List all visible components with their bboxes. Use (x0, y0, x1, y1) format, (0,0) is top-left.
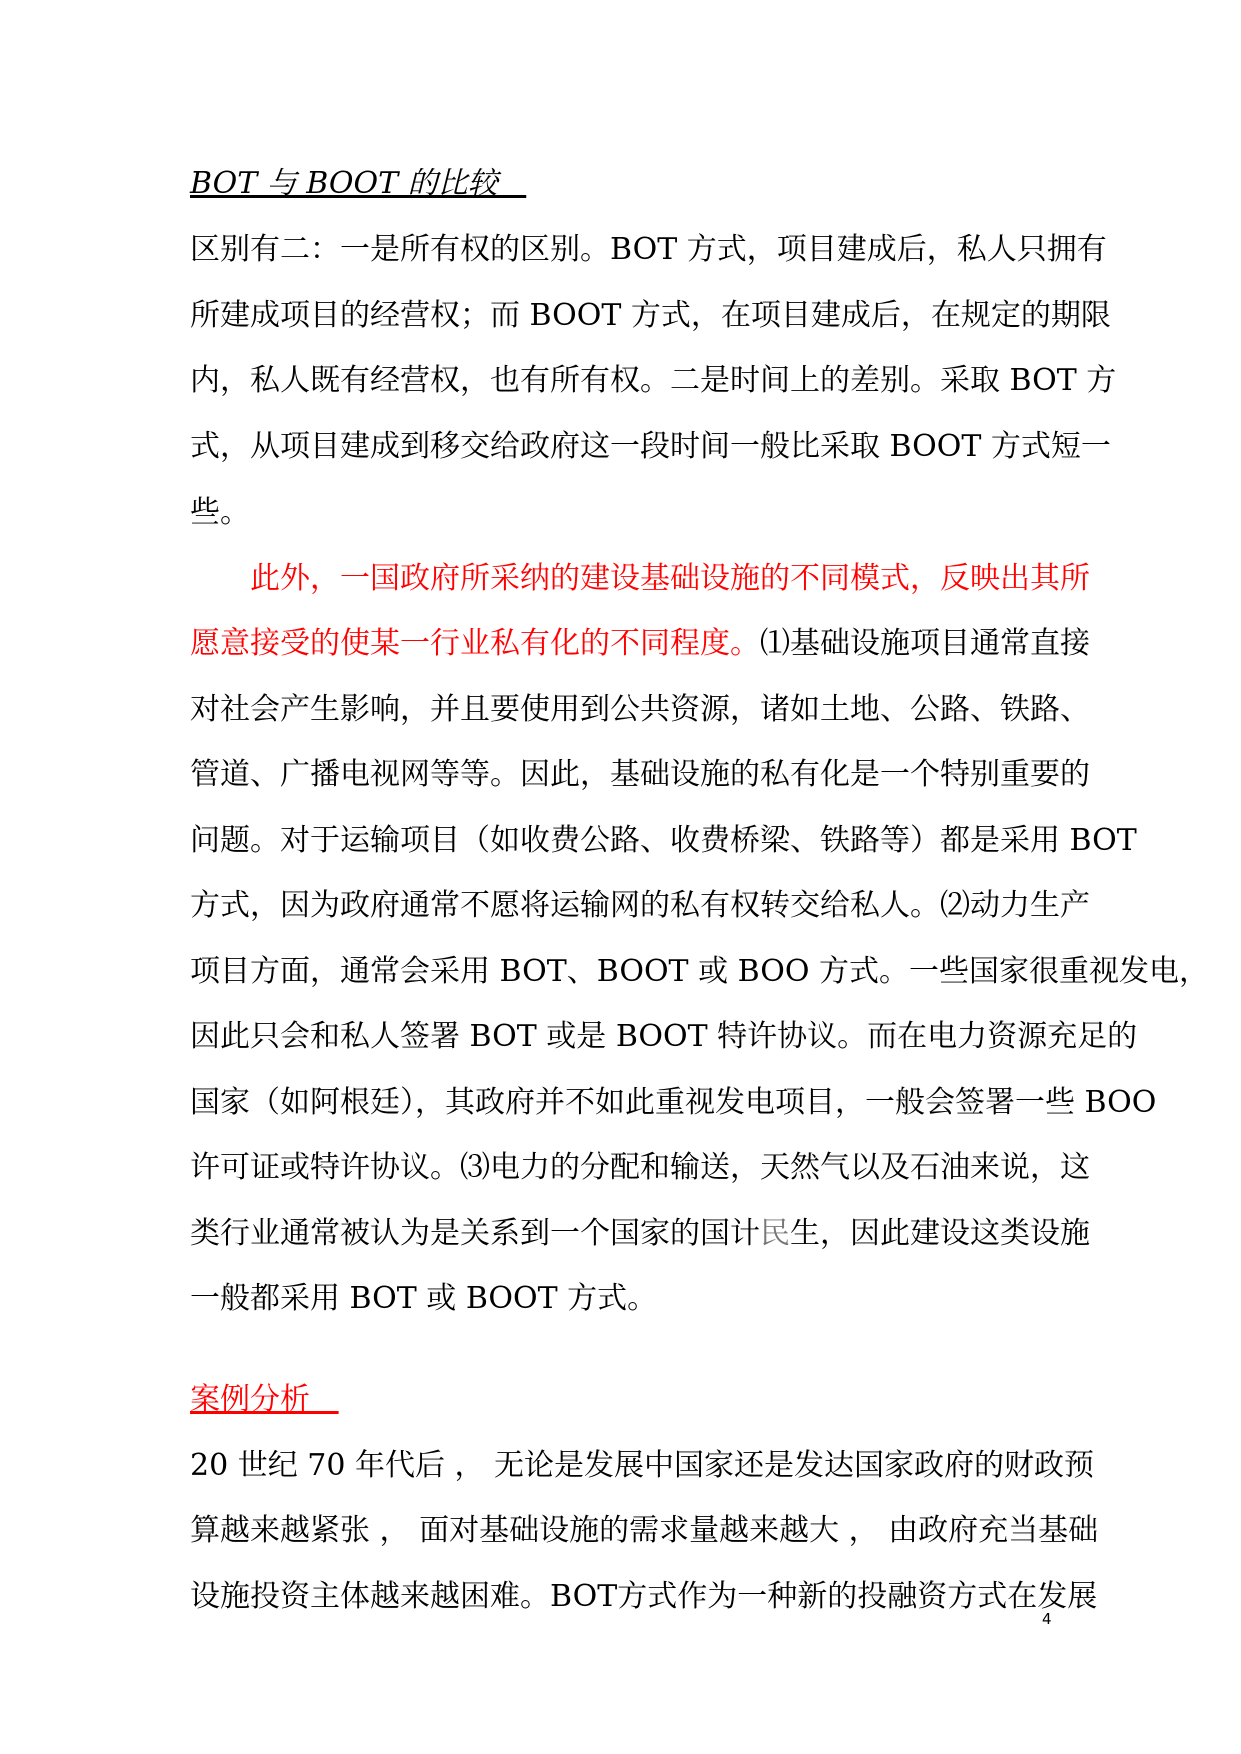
paragraph-line: 些。 (190, 495, 250, 530)
paragraph-line (190, 626, 1090, 662)
paragraph-line: 式，从项目建成到移交给政府这一段时间一般比采取 BOOT 方式短一 (190, 429, 1111, 464)
paragraph-line: 设施投资主体越来越困难。BOT方式作为一种新的投融资方式在发展 (190, 1579, 1098, 1614)
paragraph-line: 一般都采用 BOT 或 BOOT 方式。 (190, 1281, 658, 1316)
paragraph-line (190, 1216, 1090, 1252)
paragraph-line: 算越来越紧张 ， 面对基础设施的需求量越来越大 ， 由政府充当基础 (190, 1513, 1099, 1548)
highlighted-line: 此外，一国政府所采纳的建设基础设施的不同模式，反映出其所 (250, 561, 1090, 596)
paragraph-line: 项目方面，通常会采用 BOT、BOOT 或 BOO 方式。一些国家很重视发电， (190, 954, 1209, 989)
paragraph-line: 所建成项目的经营权；而 BOOT 方式，在项目建成后，在规定的期限 (190, 298, 1111, 333)
paragraph-text: 民 (760, 1216, 790, 1251)
paragraph-line: 内，私人既有经营权，也有所有权。二是时间上的差别。采取 BOT 方 (190, 363, 1117, 398)
paragraph-line: 区别有二：一是所有权的区别。BOT 方式，项目建成后，私人只拥有 (190, 232, 1107, 267)
paragraph-line: 因此只会和私人签署 BOT 或是 BOOT 特许协议。而在电力资源充足的 (190, 1019, 1138, 1054)
paragraph-line: 对社会产生影响，并且要使用到公共资源，诸如土地、公路、铁路、 (190, 692, 1090, 727)
section-heading-case-analysis: 案例分析 (190, 1382, 339, 1417)
paragraph-line: 问题。对于运输项目（如收费公路、收费桥梁、铁路等）都是采用 BOT (190, 823, 1137, 858)
page-number: 4 (1042, 1610, 1052, 1628)
paragraph-text: ⑴基础设施项目通常直接 (760, 626, 1090, 661)
paragraph-line: 20 世纪 70 年代后 ， 无论是发展中国家还是发达国家政府的财政预 (190, 1448, 1095, 1483)
paragraph-line: 管道、广播电视网等等。因此，基础设施的私有化是一个特别重要的 (190, 757, 1090, 792)
paragraph-line: 许可证或特许协议。⑶电力的分配和输送，天然气以及石油来说，这 (190, 1150, 1090, 1185)
highlighted-text: 愿意接受的使某一行业私有化的不同程度。 (190, 626, 760, 661)
paragraph-text: 类行业通常被认为是关系到一个国家的国计 (190, 1216, 760, 1251)
paragraph-line: 方式，因为政府通常不愿将运输网的私有权转交给私人。⑵动力生产 (190, 888, 1090, 923)
paragraph-text: 生，因此建设这类设施 (790, 1216, 1090, 1251)
section-heading-bot-vs-boot: BOT 与 BOOT 的比较 (190, 166, 527, 201)
paragraph-line: 国家（如阿根廷），其政府并不如此重视发电项目，一般会签署一些 BOO (190, 1085, 1157, 1120)
